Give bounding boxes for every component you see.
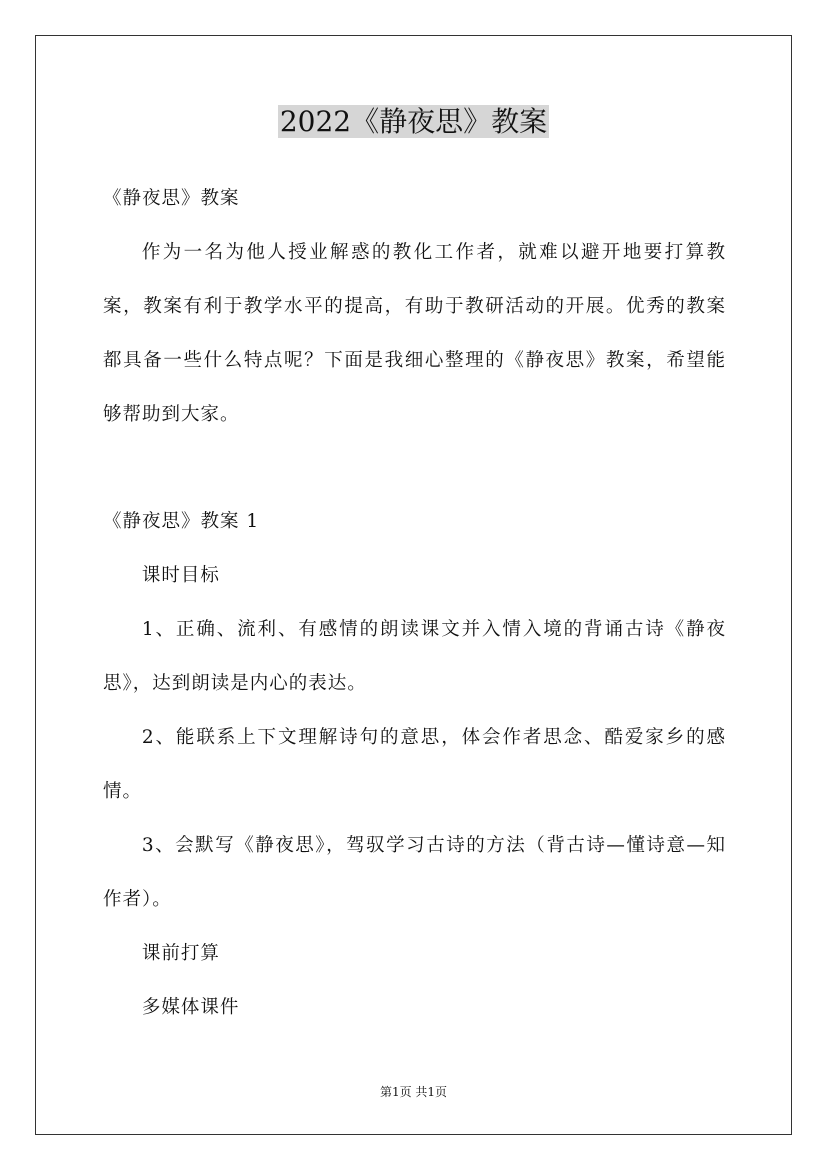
goal-item-3: 3、会默写《静夜思》，驾驭学习古诗的方法（背古诗—懂诗意—知作者）。 [103,835,726,910]
goals-heading: 课时目标 [141,565,220,586]
page-footer: 第1页 共1页 [379,1085,448,1099]
prep-item: 多媒体课件 [141,997,240,1018]
document-title-text: 2022《静夜思》教案 [279,105,548,138]
goal-item-1: 1、正确、流利、有感情的朗读课文并入情入境的背诵古诗《静夜思》，达到朗读是内心的表达。 [103,619,726,694]
document-title [0,100,827,144]
prep-heading: 课前打算 [141,943,220,964]
section-heading: 《静夜思》教案 1 [103,511,260,532]
document-body [103,172,726,1035]
intro-paragraph: 作为一名为他人授业解惑的教化工作者，就难以避开地要打算教案，教案有利于教学水平的提高，有助于教研活动的开展。优秀的教案都具备一些什么特点呢？下面是我细心整理的《静夜思》教案，希望能够帮助到大家。 [103,242,726,425]
goal-item-2: 2、能联系上下文理解诗句的意思，体会作者思念、酷爱家乡的感情。 [103,727,726,802]
document-subtitle: 《静夜思》教案 [103,188,240,209]
